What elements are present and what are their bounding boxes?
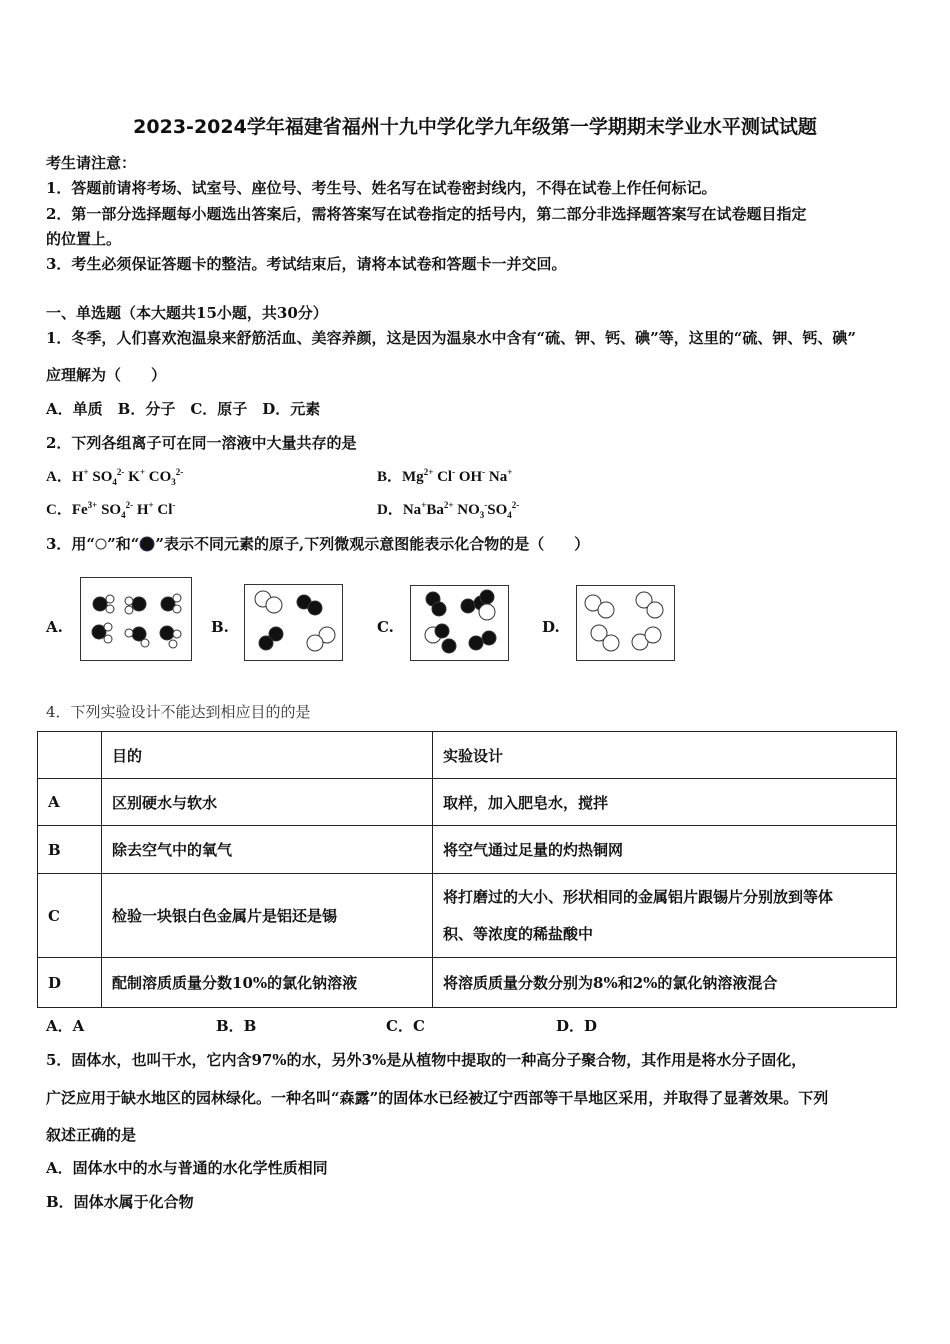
q5-stem-line2: 广泛应用于缺水地区的园林绿化。一种名叫“森露”的固体水已经被辽宁西部等干旱地区采用，并取得了显著效果。下列 — [46, 1089, 829, 1107]
notice-heading: 考生请注意： — [46, 154, 137, 172]
table-cell: 将空气通过足量的灼热铜网 — [433, 826, 897, 874]
table-cell: 将溶质质量分数分别为8%和2%的氯化钠溶液混合 — [433, 958, 897, 1008]
table-header-cell: 目的 — [102, 732, 433, 779]
q3-label-c: C. — [377, 618, 394, 636]
q4-answer-c: C．C — [386, 1017, 425, 1035]
table-cell: 取样，加入肥皂水，搅拌 — [433, 779, 897, 826]
table-cell: C — [38, 874, 102, 958]
table-cell: B — [38, 826, 102, 874]
q1-options: A．单质 B．分子 C．原子 D．元素 — [46, 400, 321, 418]
q5-stem-line1: 5．固体水，也叫干水，它内含97%的水，另外3%是从植物中提取的一种高分子聚合物，其作用是将水分子固化， — [46, 1051, 807, 1069]
table-cell: 配制溶质质量分数10%的氯化钠溶液 — [102, 958, 433, 1008]
table-cell-line: 积、等浓度的稀盐酸中 — [443, 924, 594, 943]
table-cell: 检验一块银白色金属片是铝还是锡 — [102, 874, 433, 958]
q1-stem-line1: 1．冬季，人们喜欢泡温泉来舒筋活血、美容养颜，这是因为温泉水中含有“硫、钾、钙、碘”等，这里的“硫、钾、钙、碘” — [46, 329, 856, 347]
diagram-b — [244, 584, 343, 661]
q5-option-a: A．固体水中的水与普通的水化学性质相同 — [46, 1159, 328, 1177]
section-heading: 一、单选题（本大题共15小题，共30分） — [46, 304, 328, 322]
diagram-c — [410, 585, 509, 661]
table-header-row — [38, 732, 897, 779]
white-atom-icon — [95, 538, 107, 550]
table-header-cell — [38, 732, 102, 779]
q2-option-c: C．$Fe^{3+}$ $SO_4^{2-}$ H+ Cl- — [46, 500, 176, 520]
table-cell-line: 将打磨过的大小、形状相同的金属铝片跟锡片分别放到等体 — [443, 887, 834, 906]
notice-item-2-cont: 的位置上。 — [46, 230, 122, 248]
notice-item-1: 1．答题前请将考场、试室号、座位号、考生号、姓名写在试卷密封线内，不得在试卷上作任何标记。 — [46, 179, 717, 197]
q2-option-a: A．H+ $SO_4^{2-}$ K+ $CO_3^{2-}$ — [46, 467, 184, 487]
q4-stem: 4．下列实验设计不能达到相应目的的是 — [46, 703, 311, 721]
table-cell: 区别硬水与软水 — [102, 779, 433, 826]
table-row — [38, 958, 897, 1008]
notice-item-3: 3．考生必须保证答题卡的整洁。考试结束后，请将本试卷和答题卡一并交回。 — [46, 255, 567, 273]
q2-stem: 2．下列各组离子可在同一溶液中大量共存的是 — [46, 434, 357, 452]
q4-answer-d: D．D — [556, 1017, 598, 1035]
q2-option-d: D．$Na^+Ba^{2+}$ $NO_3^-SO_4^{2-}$ — [377, 500, 520, 520]
black-atom-icon — [139, 536, 155, 552]
q3-label-a: A. — [46, 618, 63, 636]
table-cell: A — [38, 779, 102, 826]
q3-label-d: D. — [542, 618, 560, 636]
q1-stem-line2: 应理解为（ ） — [46, 366, 167, 384]
q5-option-b: B．固体水属于化合物 — [46, 1193, 194, 1211]
table-cell: 除去空气中的氧气 — [102, 826, 433, 874]
q5-stem-line3: 叙述正确的是 — [46, 1126, 137, 1144]
q2-option-b: B．$Mg^{2+}$ Cl- OH- Na+ — [377, 467, 513, 485]
diagram-a — [80, 577, 192, 661]
q4-answer-b: B．B — [216, 1017, 257, 1035]
table-cell: D — [38, 958, 102, 1008]
table-row — [38, 779, 897, 826]
notice-item-2: 2．第一部分选择题每小题选出答案后，需将答案写在试卷指定的括号内，第二部分非选择题答案写在试卷题目指定 — [46, 205, 807, 223]
q4-answers — [46, 1015, 597, 1036]
q3-label-b: B. — [211, 618, 229, 636]
table-cell — [433, 874, 897, 958]
table-row — [38, 874, 897, 958]
q4-answer-a: A．A — [46, 1017, 85, 1035]
q3-stem: 3．用“ ”和“ ”表示不同元素的原子,下列微观示意图能表示化合物的是（ ） — [46, 535, 590, 553]
table-header-cell: 实验设计 — [433, 732, 897, 779]
experiment-table — [37, 731, 897, 1008]
page-title: 2023-2024学年福建省福州十九中学化学九年级第一学期期末学业水平测试试题 — [133, 116, 817, 138]
diagram-d — [576, 585, 675, 661]
table-row — [38, 826, 897, 874]
